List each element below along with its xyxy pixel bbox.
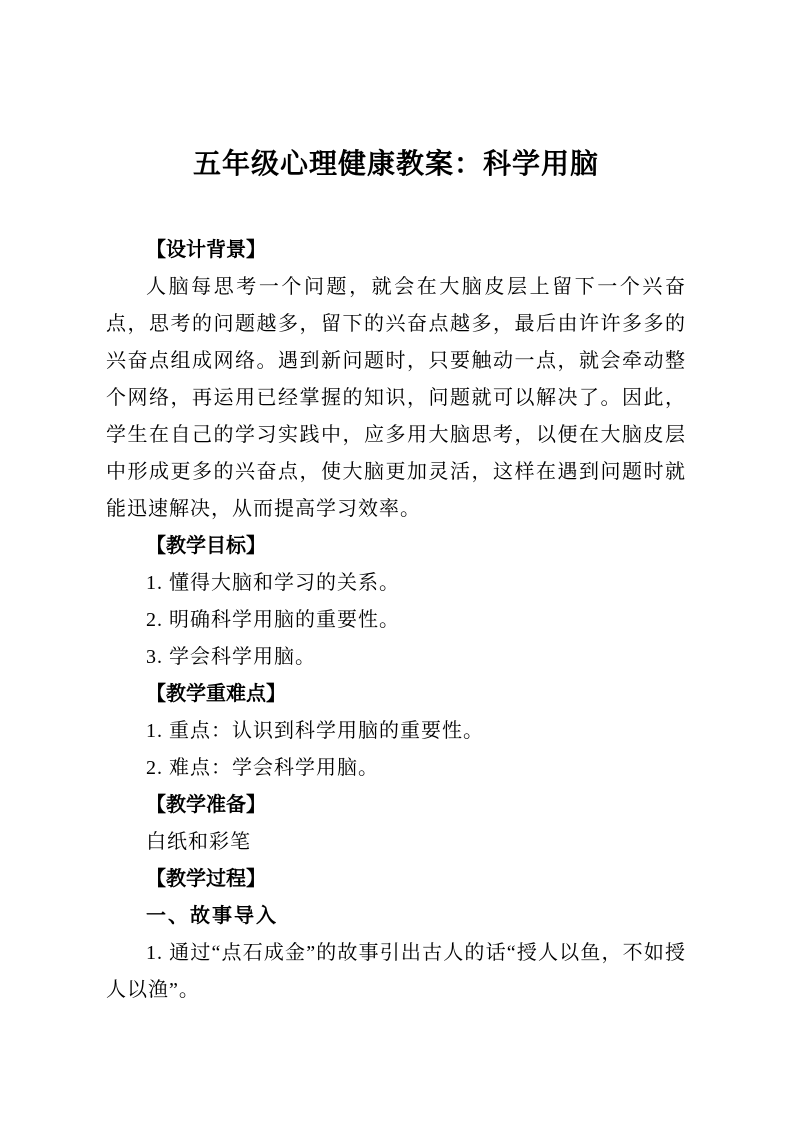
paragraph-design-background-body: 人脑每思考一个问题，就会在大脑皮层上留下一个兴奋点，思考的问题越多，留下的兴奋点越多，最后由许许多多的兴奋点组成网络。遇到新问题时，只要触动一点，就会牵动整个网络，再运用已经掌握的知识，问题就可以解决了。因此，学生在自己的学习实践中，应多用大脑思考，以便在大脑皮层中形成更多的兴奋点，使大脑更加灵活，这样在遇到问题时就能迅速解决，从而提高学习效率。 <box>106 276 686 520</box>
section-heading-teaching-process: 【教学过程】 <box>146 868 266 890</box>
list-item-goal-2: 2. 明确科学用脑的重要性。 <box>146 609 400 631</box>
section-heading-design-background: 【设计背景】 <box>146 239 266 261</box>
paragraph-story-introduction-step1: 1. 通过“点石成金”的故事引出古人的话“授人以鱼，不如授人以渔”。 <box>106 942 686 1001</box>
list-item-key-point: 1. 重点：认识到科学用脑的重要性。 <box>146 720 484 742</box>
sub-heading-story-introduction: 一、故事导入 <box>146 905 278 927</box>
section-heading-teaching-goals: 【教学目标】 <box>146 535 266 557</box>
section-heading-key-difficult-points: 【教学重难点】 <box>146 683 286 705</box>
line-preparation-materials: 白纸和彩笔 <box>146 831 251 853</box>
list-item-goal-3: 3. 学会科学用脑。 <box>146 646 316 668</box>
list-item-goal-1: 1. 懂得大脑和学习的关系。 <box>146 572 400 594</box>
section-heading-teaching-preparation: 【教学准备】 <box>146 794 266 816</box>
list-item-difficult-point: 2. 难点：学会科学用脑。 <box>146 757 379 779</box>
document-title: 五年级心理健康教案：科学用脑 <box>192 148 599 179</box>
